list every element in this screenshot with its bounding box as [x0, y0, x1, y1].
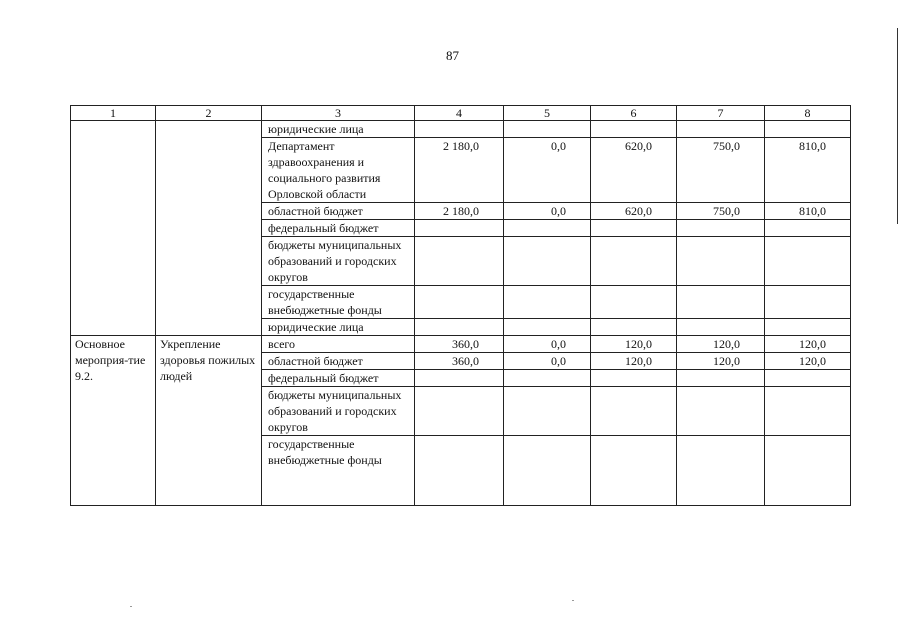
- value-cell: [415, 436, 504, 506]
- value-cell: 0,0: [504, 203, 591, 220]
- value-cell: [677, 436, 765, 506]
- value-cell: [591, 387, 677, 436]
- column-number: 8: [765, 106, 851, 121]
- column-number: 1: [71, 106, 156, 121]
- column-number: 6: [591, 106, 677, 121]
- value-cell: 120,0: [591, 353, 677, 370]
- value-cell: 0,0: [504, 138, 591, 203]
- value-cell: 0,0: [504, 336, 591, 353]
- column-number: 3: [262, 106, 415, 121]
- value-cell: 750,0: [677, 138, 765, 203]
- value-cell: [591, 319, 677, 336]
- value-cell: [677, 319, 765, 336]
- value-cell: [765, 286, 851, 319]
- value-cell: [591, 286, 677, 319]
- value-cell: [765, 436, 851, 506]
- value-cell: [415, 319, 504, 336]
- value-cell: [677, 370, 765, 387]
- value-cell: 360,0: [415, 353, 504, 370]
- budget-table: [70, 105, 851, 506]
- scan-edge-line: [897, 28, 898, 224]
- value-cell: [415, 370, 504, 387]
- event-cell: [71, 121, 156, 336]
- value-cell: 120,0: [677, 353, 765, 370]
- value-cell: [677, 220, 765, 237]
- value-cell: 2 180,0: [415, 203, 504, 220]
- column-number-row: [71, 106, 851, 121]
- value-cell: [415, 237, 504, 286]
- funding-source: федеральный бюджет: [262, 370, 415, 387]
- value-cell: [765, 237, 851, 286]
- funding-source: государственные внебюджетные фонды: [262, 436, 415, 506]
- value-cell: [765, 121, 851, 138]
- value-cell: 810,0: [765, 203, 851, 220]
- funding-source: всего: [262, 336, 415, 353]
- value-cell: 120,0: [591, 336, 677, 353]
- value-cell: [504, 220, 591, 237]
- value-cell: [504, 237, 591, 286]
- value-cell: [504, 319, 591, 336]
- title-cell: Укрепление здоровья пожилых людей: [156, 336, 262, 506]
- value-cell: [591, 436, 677, 506]
- value-cell: [591, 237, 677, 286]
- value-cell: 2 180,0: [415, 138, 504, 203]
- funding-source: Департамент здравоохранения и социального развития Орловской области: [262, 138, 415, 203]
- value-cell: [765, 370, 851, 387]
- value-cell: [415, 121, 504, 138]
- value-cell: [504, 436, 591, 506]
- value-cell: [415, 387, 504, 436]
- value-cell: 360,0: [415, 336, 504, 353]
- value-cell: [591, 370, 677, 387]
- value-cell: [765, 387, 851, 436]
- value-cell: 810,0: [765, 138, 851, 203]
- funding-source: областной бюджет: [262, 353, 415, 370]
- table-row: [71, 336, 851, 353]
- value-cell: 620,0: [591, 138, 677, 203]
- value-cell: [415, 286, 504, 319]
- column-number: 2: [156, 106, 262, 121]
- title-cell: [156, 121, 262, 336]
- column-number: 5: [504, 106, 591, 121]
- funding-source: юридические лица: [262, 121, 415, 138]
- value-cell: 0,0: [504, 353, 591, 370]
- funding-source: государственные внебюджетные фонды: [262, 286, 415, 319]
- value-cell: 120,0: [765, 353, 851, 370]
- value-cell: [677, 387, 765, 436]
- value-cell: [591, 121, 677, 138]
- value-cell: [591, 220, 677, 237]
- value-cell: [504, 370, 591, 387]
- value-cell: [677, 286, 765, 319]
- value-cell: [504, 286, 591, 319]
- value-cell: [677, 121, 765, 138]
- funding-source: бюджеты муниципальных образований и городских округов: [262, 237, 415, 286]
- column-number: 4: [415, 106, 504, 121]
- value-cell: [765, 319, 851, 336]
- value-cell: [765, 220, 851, 237]
- funding-source: федеральный бюджет: [262, 220, 415, 237]
- value-cell: 120,0: [677, 336, 765, 353]
- funding-source: бюджеты муниципальных образований и городских округов: [262, 387, 415, 436]
- event-cell: Основное мероприя-тие 9.2.: [71, 336, 156, 506]
- column-number: 7: [677, 106, 765, 121]
- funding-source: юридические лица: [262, 319, 415, 336]
- value-cell: [677, 237, 765, 286]
- value-cell: [504, 121, 591, 138]
- value-cell: 620,0: [591, 203, 677, 220]
- value-cell: [415, 220, 504, 237]
- scan-speck: [572, 600, 574, 601]
- value-cell: [504, 387, 591, 436]
- table-row: [71, 121, 851, 138]
- value-cell: 750,0: [677, 203, 765, 220]
- value-cell: 120,0: [765, 336, 851, 353]
- page-number: 87: [446, 48, 459, 63]
- scan-speck: [130, 606, 132, 607]
- funding-source: областной бюджет: [262, 203, 415, 220]
